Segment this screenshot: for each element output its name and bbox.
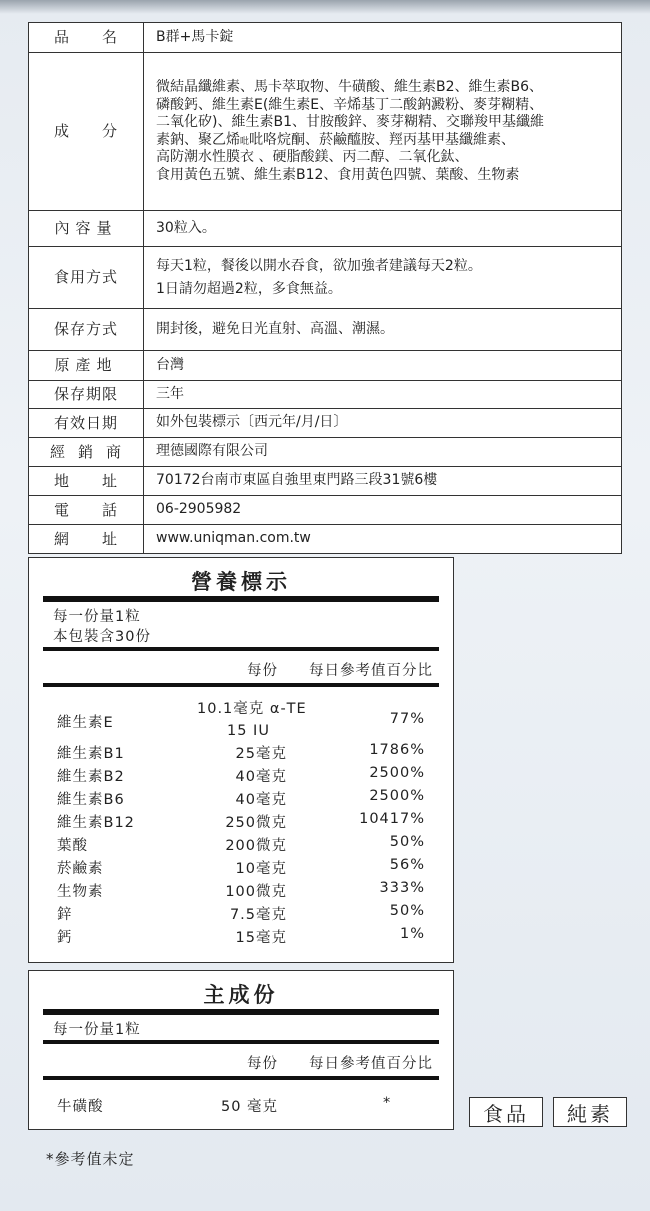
row-shelf-life xyxy=(29,381,622,409)
col-header-per-serving: 每份 xyxy=(247,663,278,679)
ingredient-line: 微結晶纖維素、馬卡萃取物、牛磺酸、維生素B2、維生素B6、 xyxy=(156,79,544,95)
nutrient-amount: 15毫克 xyxy=(235,930,287,946)
nutrient-percent: 50% xyxy=(389,903,425,919)
nutrient-name: 葉酸 xyxy=(57,838,88,854)
footnote: *參考值未定 xyxy=(46,1150,135,1168)
label-char: 址 xyxy=(101,529,118,548)
nutrient-amount: 100微克 xyxy=(225,884,287,900)
label-product-name xyxy=(30,28,142,47)
label-website xyxy=(30,530,142,549)
label-storage: 保存方式 xyxy=(29,309,144,351)
label-char: 地 xyxy=(54,471,71,490)
value-website[interactable]: www.uniqman.com.tw xyxy=(144,525,622,554)
label-char: 電 xyxy=(54,500,71,519)
value-ingredients xyxy=(144,53,622,211)
row-content xyxy=(29,211,622,247)
nutrition-title: 營養標示 xyxy=(191,570,291,594)
nutrient-name: 維生素E xyxy=(57,715,114,731)
value-origin: 台灣 xyxy=(144,351,622,381)
nutrient-name: 維生素B2 xyxy=(57,769,125,785)
col-header-per-serving: 每份 xyxy=(247,1056,278,1072)
nutrient-name: 生物素 xyxy=(57,884,104,900)
ingredient-name: 牛磺酸 xyxy=(57,1099,104,1115)
usage-line: 1日請勿超過2粒，多食無益。 xyxy=(156,280,342,297)
ingredient-row-taurine xyxy=(57,1095,425,1118)
row-expiry xyxy=(29,409,622,438)
nutrient-row-vitamin-e xyxy=(57,697,425,745)
nutrition-facts-panel xyxy=(28,557,454,963)
main-ingredient-title: 主成份 xyxy=(203,983,279,1007)
row-distributor xyxy=(29,438,622,467)
label-char: 經 xyxy=(50,442,67,461)
tag-vegan: 純素 xyxy=(553,1097,627,1127)
col-header-daily-value: 每日參考值百分比 xyxy=(309,1056,433,1072)
label-ingredients xyxy=(30,122,142,141)
value-distributor: 理德國際有限公司 xyxy=(144,438,622,467)
ingredient-line: 二氧化矽)、維生素B1、甘胺酸鋅、麥芽糊精、交聯羧甲基纖維 xyxy=(156,114,544,130)
nutrient-amount: 250微克 xyxy=(225,815,287,831)
nutrient-row xyxy=(57,834,425,857)
label-char: 銷 xyxy=(77,442,94,461)
label-char: 網 xyxy=(54,529,71,548)
label-char: 名 xyxy=(101,28,118,47)
nutrient-amount: 7.5毫克 xyxy=(229,907,287,923)
usage-line: 每天1粒，餐後以開水吞食，欲加強者建議每天2粒。 xyxy=(156,257,482,274)
ingredient-line: 磷酸鈣、維生素E(維生素E、辛烯基丁二酸鈉澱粉、麥芽糊精、 xyxy=(156,96,544,113)
nutrient-row xyxy=(57,765,425,788)
label-origin: 原產地 xyxy=(29,351,144,381)
nutrient-row xyxy=(57,926,425,949)
label-expiry: 有效日期 xyxy=(29,409,144,438)
value-product-name: B群+馬卡錠 xyxy=(144,23,622,53)
divider-thick xyxy=(43,1009,439,1015)
label-content: 內容量 xyxy=(29,211,144,247)
nutrient-percent: 333% xyxy=(379,880,425,896)
divider-thick xyxy=(43,1040,439,1044)
ingredient-amount: 50 毫克 xyxy=(221,1099,279,1115)
label-shelf-life: 保存期限 xyxy=(29,381,144,409)
nutrient-percent: 10417% xyxy=(359,811,425,827)
nutrient-row xyxy=(57,742,425,765)
row-address xyxy=(29,467,622,496)
nutrient-row xyxy=(57,903,425,926)
divider-thick xyxy=(43,647,439,651)
nutrient-percent: 50% xyxy=(389,834,425,850)
divider-thick xyxy=(43,683,439,687)
label-char: 話 xyxy=(101,500,118,519)
nutrient-amount: 40毫克 xyxy=(235,769,287,785)
ingredient-line: 高防潮水性膜衣 、硬脂酸鎂、丙二醇、二氧化鈦、 xyxy=(156,149,469,165)
divider-thick xyxy=(43,596,439,602)
nutrient-row xyxy=(57,857,425,880)
nutrient-row xyxy=(57,788,425,811)
label-char: 成 xyxy=(54,122,71,141)
nutrient-amount: 10毫克 xyxy=(235,861,287,877)
label-char: 商 xyxy=(105,442,122,461)
servings-per-pack: 本包裝含30份 xyxy=(53,629,151,645)
label-char: 品 xyxy=(54,28,71,47)
value-expiry: 如外包裝標示〔西元年/月/日〕 xyxy=(144,409,622,438)
nutrient-amount: 200微克 xyxy=(225,838,287,854)
value-shelf-life: 三年 xyxy=(144,381,622,409)
nutrient-percent: 1786% xyxy=(369,742,425,758)
row-usage xyxy=(29,247,622,309)
nutrient-name: 維生素B6 xyxy=(57,792,125,808)
serving-size: 每一份量1粒 xyxy=(53,609,141,625)
row-origin xyxy=(29,351,622,381)
row-product-name xyxy=(29,23,622,53)
ingredient-line: 食用黃色五號、維生素B12、食用黃色四號、葉酸、生物素 xyxy=(156,166,520,183)
serving-size: 每一份量1粒 xyxy=(53,1022,141,1038)
nutrient-name: 維生素B1 xyxy=(57,746,125,762)
nutrient-percent: 2500% xyxy=(369,765,425,781)
main-ingredient-panel xyxy=(28,970,454,1130)
row-phone xyxy=(29,496,622,525)
nutrient-percent: 77% xyxy=(389,711,425,727)
nutrient-row xyxy=(57,880,425,903)
value-content: 30粒入。 xyxy=(144,211,622,247)
row-storage xyxy=(29,309,622,351)
nutrient-percent: 1% xyxy=(399,926,425,942)
label-distributor xyxy=(30,443,142,462)
label-phone xyxy=(30,501,142,520)
value-storage: 開封後，避免日光直射、高溫、潮濕。 xyxy=(144,309,622,351)
nutrient-row xyxy=(57,811,425,834)
nutrient-name: 菸鹼素 xyxy=(57,861,104,877)
small-text: 吡 xyxy=(240,136,250,147)
nutrient-percent: 2500% xyxy=(369,788,425,804)
divider-thick xyxy=(43,1076,439,1080)
label-usage: 食用方式 xyxy=(29,247,144,309)
nutrient-amount: 40毫克 xyxy=(235,792,287,808)
nutrient-name: 鈣 xyxy=(57,930,73,946)
row-website xyxy=(29,525,622,554)
tag-food: 食品 xyxy=(469,1097,543,1127)
col-header-daily-value: 每日參考值百分比 xyxy=(309,663,433,679)
nutrient-name: 維生素B12 xyxy=(57,815,135,831)
value-phone: 06-2905982 xyxy=(144,496,622,525)
nutrient-amount-iu: 15 IU xyxy=(227,723,270,739)
label-address xyxy=(30,472,142,491)
nutrient-amount: 25毫克 xyxy=(235,746,287,762)
top-shadow xyxy=(0,0,650,14)
row-ingredients xyxy=(29,53,622,211)
value-address: 70172台南市東區自強里東門路三段31號6樓 xyxy=(144,467,622,496)
label-char: 址 xyxy=(101,471,118,490)
nutrient-amount: 10.1毫克 α-TE xyxy=(197,701,307,717)
ingredient-percent: * xyxy=(383,1095,392,1111)
nutrient-name: 鋅 xyxy=(57,907,73,923)
nutrient-percent: 56% xyxy=(389,857,425,873)
product-info-table xyxy=(28,22,622,554)
ingredient-line: 素鈉、聚乙烯吡吡咯烷酮、菸鹼醯胺、羥丙基甲基纖維素、 xyxy=(156,131,516,148)
label-char: 分 xyxy=(101,122,118,141)
